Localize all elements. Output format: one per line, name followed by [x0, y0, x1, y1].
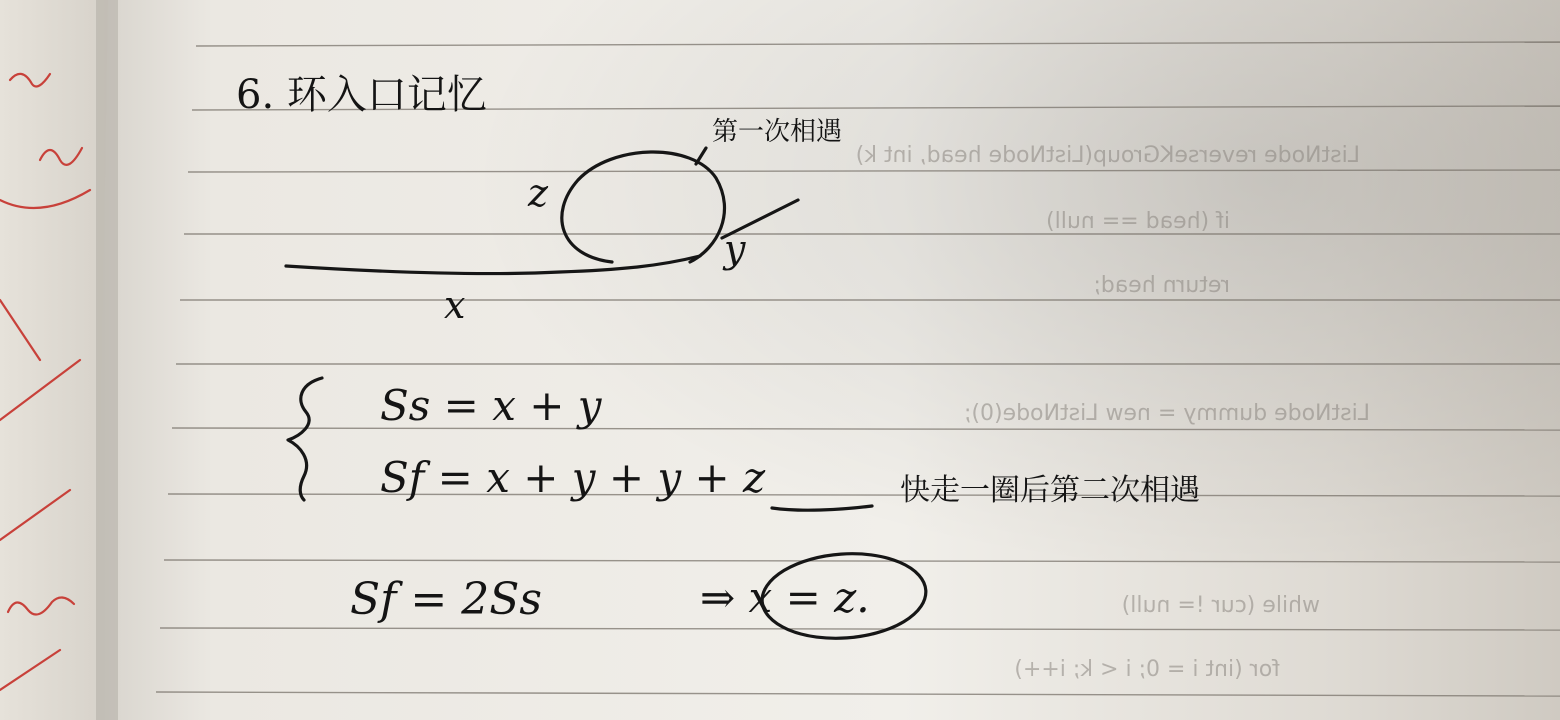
- eq-result: ⇒ x = z.: [700, 573, 870, 622]
- eq-slow: Ss = x + y: [380, 381, 602, 430]
- eq-relation: Sf = 2Ss: [350, 574, 542, 625]
- ghost-line-3: return head;: [1093, 273, 1230, 298]
- var-x-label: x: [444, 283, 466, 327]
- eq-fast: Sf = x + y + y + z: [380, 453, 766, 502]
- ghost-line-5: while (cur != null): [1121, 593, 1320, 618]
- var-y-label: y: [724, 227, 746, 271]
- binding-shadow: [96, 0, 118, 720]
- problem-label: 6. 环入口记忆: [236, 72, 487, 118]
- first-meet-label: 第一次相遇: [712, 117, 843, 147]
- ghost-line-1: ListNode reverseKGroup(ListNode head, int k): [855, 143, 1360, 168]
- ghost-line-6: for (int i = 0; i < k; i++): [1014, 657, 1280, 682]
- var-z-label: z: [528, 171, 549, 215]
- ghost-line-2: if (head == null): [1046, 209, 1230, 234]
- ghost-line-4: ListNode dummy = new ListNode(0);: [964, 401, 1370, 426]
- eq-fast-note: 快走一圈后第二次相遇: [900, 473, 1200, 508]
